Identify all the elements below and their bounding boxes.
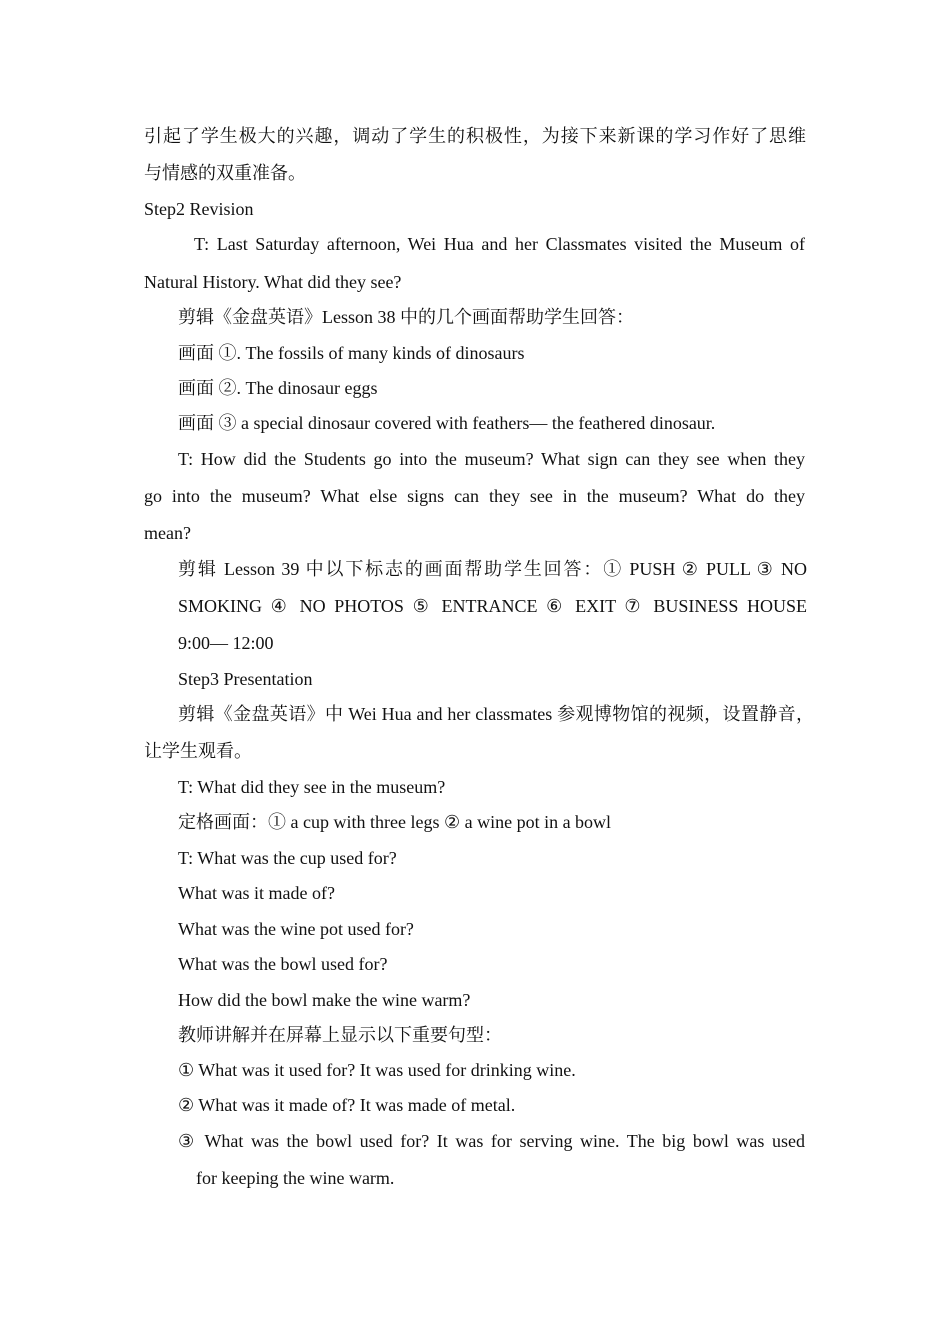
text-line: ② What was it made of? It was made of metal. <box>178 1095 516 1115</box>
text-line: What was the wine pot used for? <box>178 919 414 939</box>
text-line: 引起了学生极大的兴趣，调动了学生的积极性，为接下来新课的学习作好了思维 <box>144 126 806 146</box>
text-line: 剪辑《金盘英语》Lesson 38 中的几个画面帮助学生回答： <box>178 307 634 327</box>
text-line: How did the bowl make the wine warm? <box>178 990 471 1010</box>
text-line: What was it made of? <box>178 883 335 903</box>
text-line: ③ What was the bowl used for? It was for serving wine. The big bowl was used <box>178 1131 805 1151</box>
step-heading: Step2 Revision <box>144 199 254 219</box>
text-line: Natural History. What did they see? <box>144 272 402 292</box>
text-line: mean? <box>144 523 191 543</box>
text-line: go into the museum? What else signs can they see in the museum? What do they <box>144 486 805 506</box>
text-line: T: What did they see in the museum? <box>178 777 446 797</box>
text-line: T: Last Saturday afternoon, Wei Hua and her Classmates visited the Museum of <box>194 234 805 254</box>
text-line: 定格画面：① a cup with three legs ② a wine pot in a bowl <box>178 812 612 832</box>
text-line: What was the bowl used for? <box>178 954 388 974</box>
text-line: 剪辑 Lesson 39 中以下标志的画面帮助学生回答：① PUSH ② PULL ③ NO <box>178 559 807 579</box>
text-line: 教师讲解并在屏幕上显示以下重要句型： <box>178 1025 502 1045</box>
text-line: 画面 ②. The dinosaur eggs <box>178 378 378 398</box>
text-line: 画面 ③ a special dinosaur covered with feathers— the feathered dinosaur. <box>178 413 716 433</box>
text-line: 与情感的双重准备。 <box>144 163 306 183</box>
text-line: 让学生观看。 <box>144 741 252 761</box>
step-heading: Step3 Presentation <box>178 669 313 689</box>
text-line: T: What was the cup used for? <box>178 848 397 868</box>
text-line: SMOKING ④ NO PHOTOS ⑤ ENTRANCE ⑥ EXIT ⑦ BUSINESS HOUSE <box>178 596 807 616</box>
text-line: 剪辑《金盘英语》中 Wei Hua and her classmates 参观博物馆的视频，设置静音， <box>178 704 814 724</box>
text-line: for keeping the wine warm. <box>196 1168 395 1188</box>
text-line: ① What was it used for? It was used for drinking wine. <box>178 1060 576 1080</box>
text-line: 9:00— 12:00 <box>178 633 274 653</box>
text-line: T: How did the Students go into the museum? What sign can they see when they <box>178 449 805 469</box>
text-line: 画面 ①. The fossils of many kinds of dinosaurs <box>178 343 525 363</box>
